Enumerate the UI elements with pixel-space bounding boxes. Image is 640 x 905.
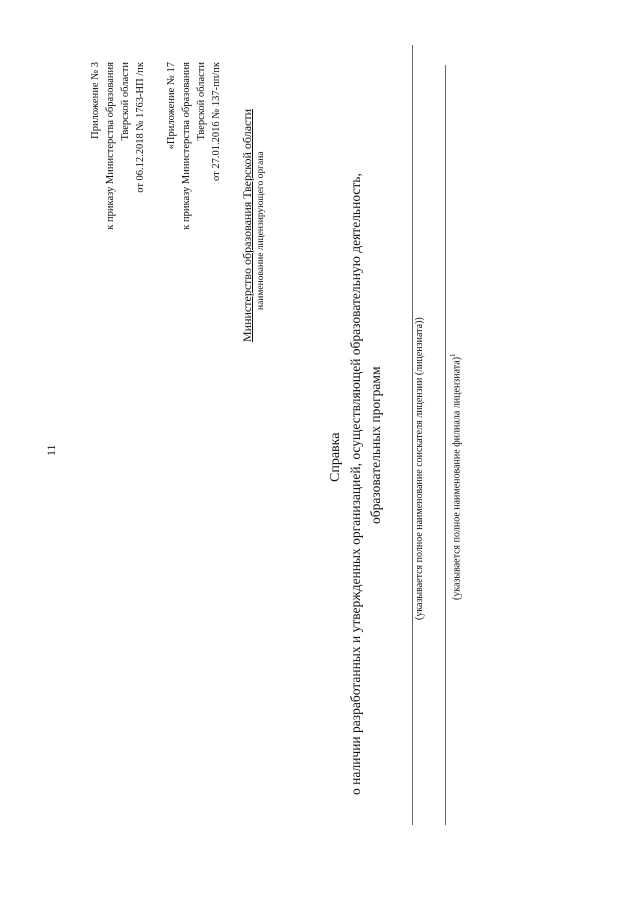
appendix-17-line3: Тверской области	[196, 62, 207, 141]
appendix-3-block	[91, 62, 151, 232]
licensing-body-name: Министерство образования Тверской области	[240, 108, 254, 342]
footnote-mark: 1	[449, 353, 457, 357]
field2-caption-wrap	[449, 353, 462, 600]
appendix-3-line2: к приказу Министерства образования	[105, 62, 116, 230]
document-subtitle-line2: образовательных программ	[368, 366, 383, 524]
appendix-17-block	[167, 62, 227, 232]
appendix-17-line2: к приказу Министерства образования	[181, 62, 192, 230]
document-title: Справка	[328, 432, 343, 482]
appendix-17-line4: от 27.01.2016 № 137-пп/пк	[211, 62, 222, 181]
appendix-3-line3: Тверской области	[120, 62, 131, 141]
document-subtitle-line1: о наличии разработанных и утвержденных организацией, осуществляющей образовательную деятельность,	[348, 173, 363, 795]
licensing-body-caption: наименование лицензирующего органа	[256, 151, 266, 310]
field2-rule	[445, 65, 446, 825]
appendix-17-line1: «Приложение № 17	[166, 62, 177, 150]
field1-caption: (указывается полное наименование соискателя лицензии (лицензиата))	[414, 317, 425, 620]
page-number: 11	[44, 444, 58, 456]
field1-rule	[412, 45, 413, 825]
appendix-3-line4: от 06.12.2018 № 1763-НП /пк	[135, 62, 146, 193]
field2-caption: (указывается полное наименование филиала лицензиата)	[451, 356, 463, 600]
appendix-3-line1: Приложение № 3	[90, 62, 101, 139]
